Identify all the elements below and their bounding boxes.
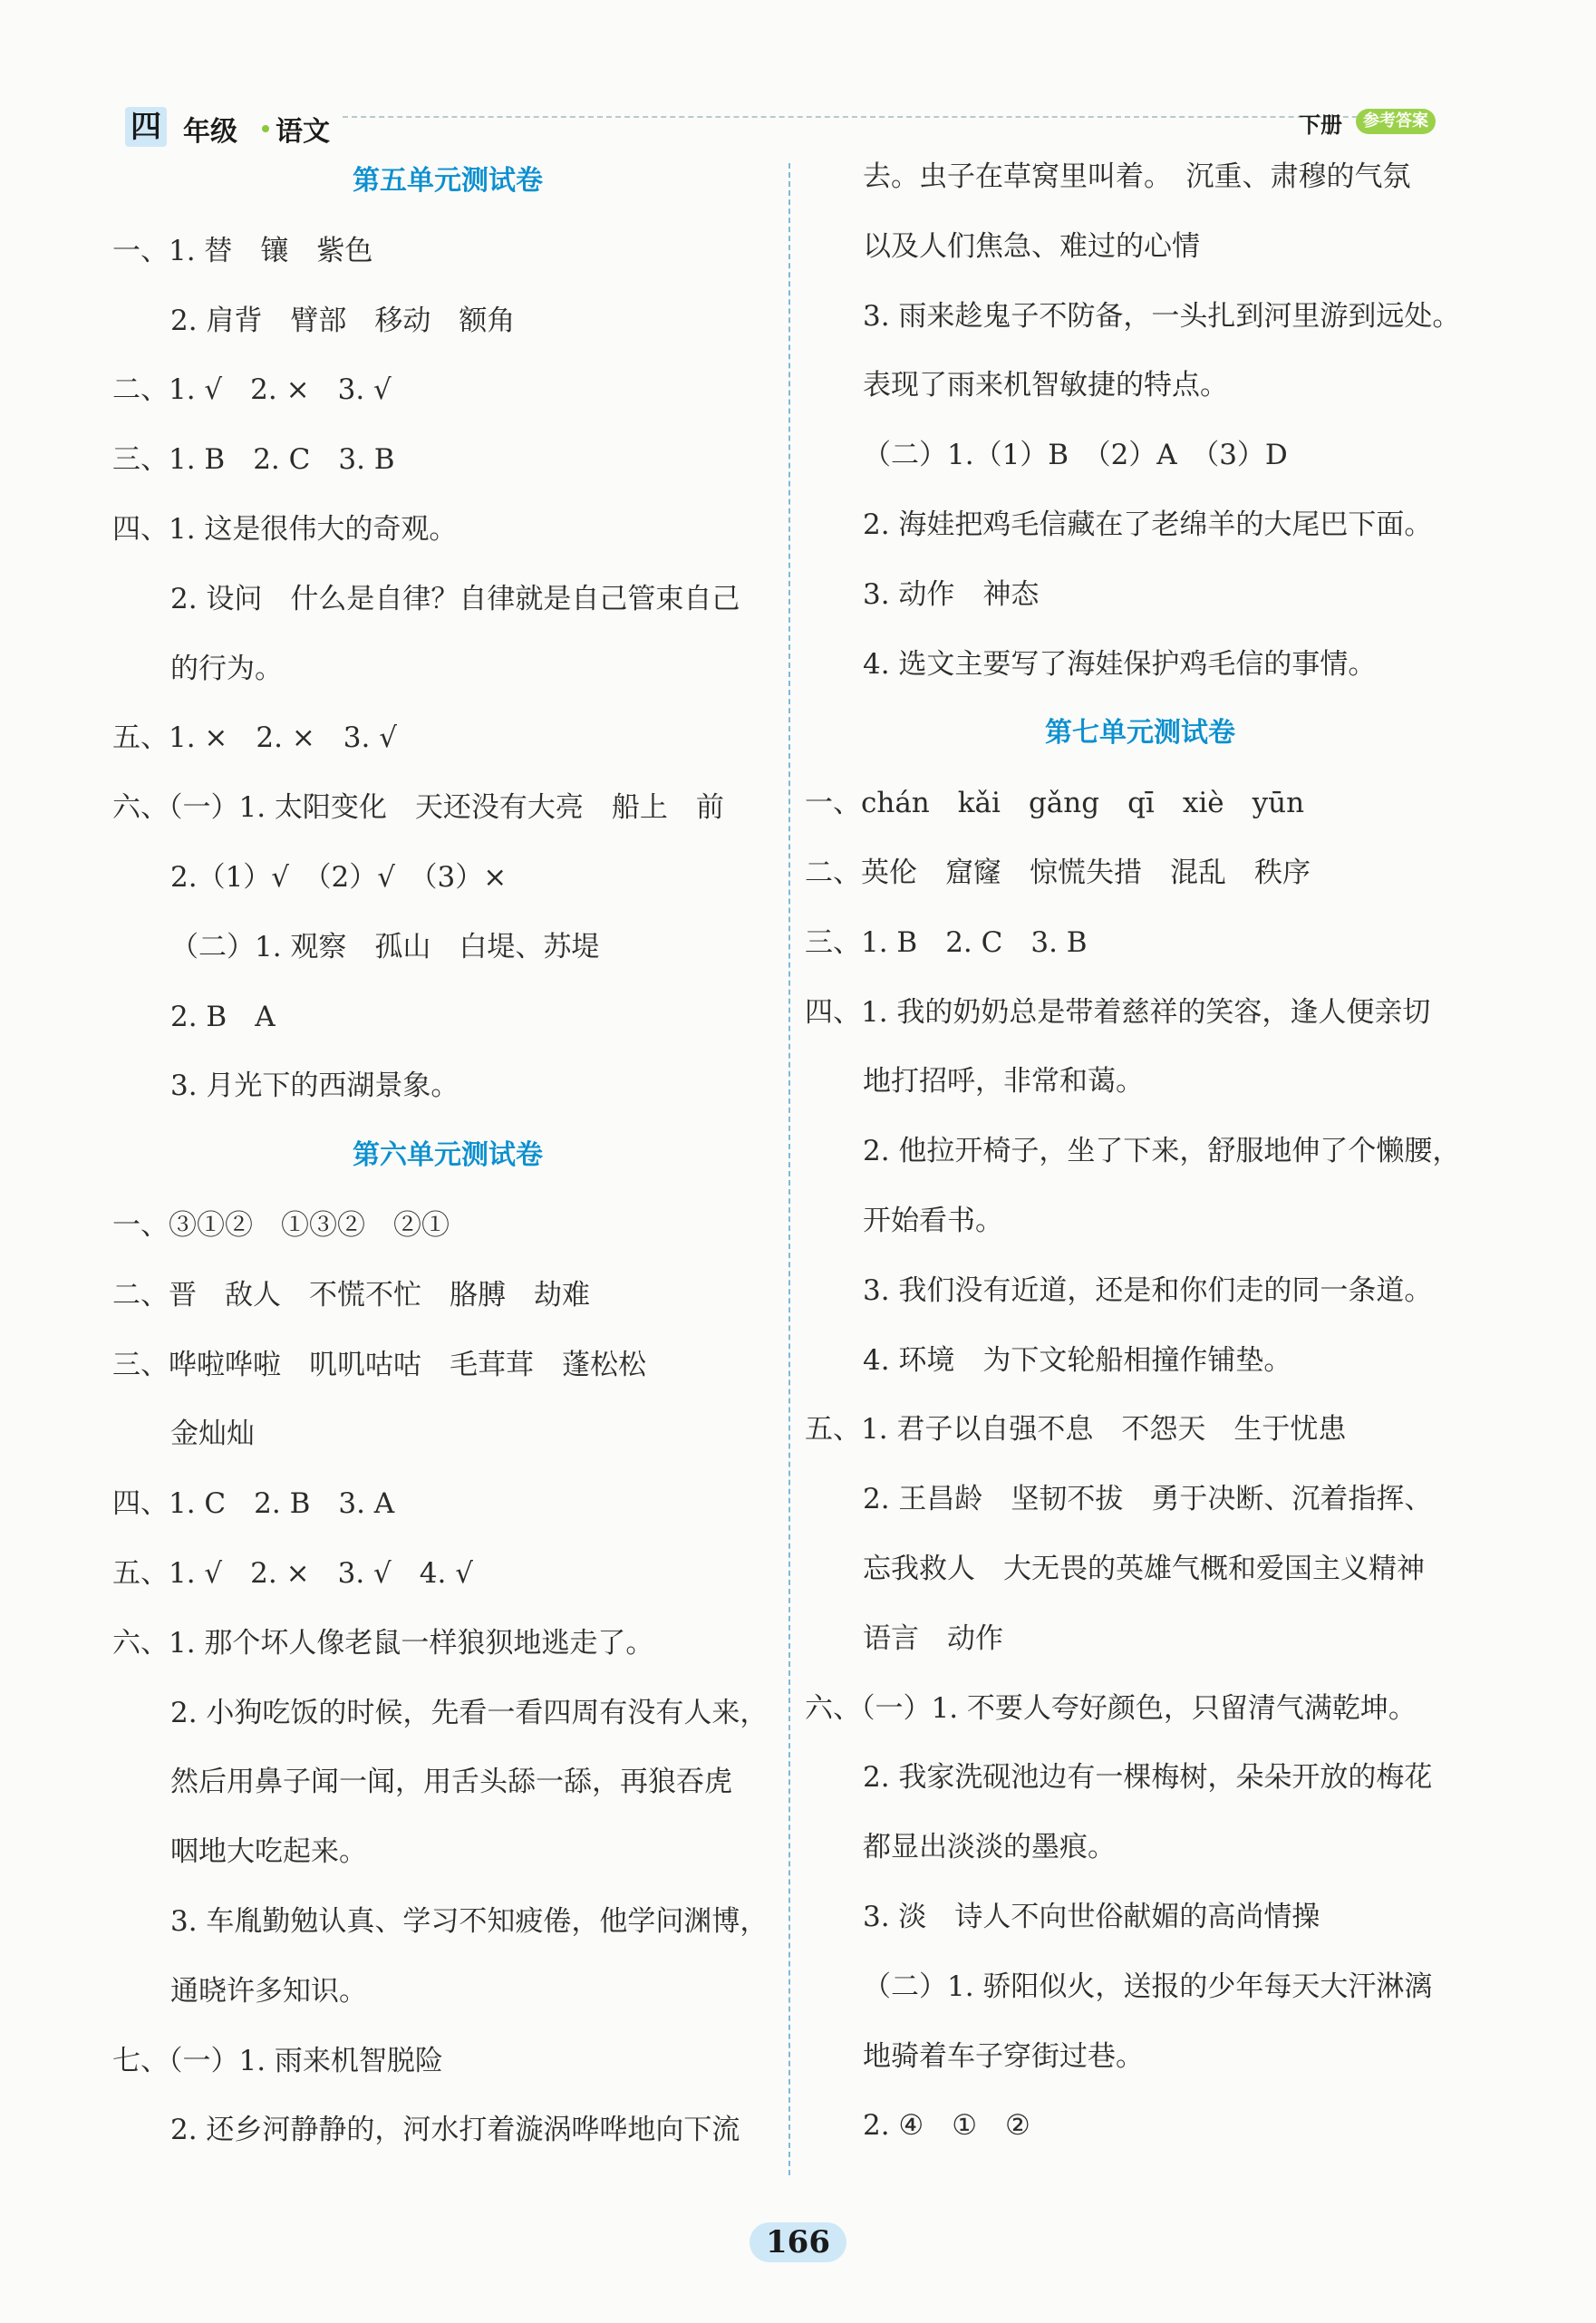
answer-line: 2. 海娃把鸡毛信藏在了老绵羊的大尾巴下面。: [863, 508, 1433, 541]
answer-line: 表现了雨来机智敏捷的特点。: [863, 369, 1228, 402]
answer-line: 的行为。: [170, 652, 283, 685]
answer-line: 一、1. 替 镶 紫色: [112, 234, 373, 267]
answer-line: 一、③①② ①③② ②①: [112, 1209, 450, 1242]
answer-line: 五、1. 君子以自强不息 不怨天 生于忧患: [805, 1413, 1347, 1447]
page-number-text: 166: [750, 2222, 846, 2262]
answer-line: 4. 环境 为下文轮船相撞作铺垫。: [863, 1343, 1292, 1377]
answer-line: 二、英伦 窟窿 惊慌失措 混乱 秩序: [805, 857, 1311, 889]
answer-line: 3. 车胤勤勉认真、学习不知疲倦，他学问渊博，: [170, 1905, 769, 1938]
answer-line: 二、1. √ 2. × 3. √: [112, 373, 392, 407]
answer-line: 2. 设问 什么是自律？自律就是自己管束自己: [170, 582, 740, 615]
answer-line: 以及人们焦急、难过的心情: [863, 229, 1200, 263]
answer-line: 3. 雨来趁鬼子不防备，一头扎到河里游到远处。: [863, 299, 1461, 333]
answer-line: 2. 王昌龄 坚韧不拔 勇于决断、沉着指挥、: [863, 1483, 1433, 1516]
answer-line: 2. 肩背 臂部 移动 额角: [170, 304, 516, 337]
answer-line: 2. B A: [170, 1000, 276, 1033]
answer-line: 五、1. √ 2. × 3. √ 4. √: [112, 1557, 473, 1590]
header-divider: [343, 116, 1394, 118]
answer-line: 2. 他拉开椅子，坐了下来，舒服地伸了个懒腰，: [863, 1135, 1461, 1168]
answer-line: 三、1. B 2. C 3. B: [805, 925, 1088, 959]
section-heading: 第六单元测试卷: [353, 1139, 543, 1172]
column-divider: [788, 163, 790, 2175]
answer-line: 四、1. 这是很伟大的奇观。: [112, 513, 458, 546]
answer-line: 忘我救人 大无畏的英雄气概和爱国主义精神: [863, 1553, 1425, 1585]
page-header: [125, 107, 1475, 152]
answer-line: 2. ④ ① ②: [863, 2109, 1030, 2143]
answer-line: 3. 淡 诗人不向世俗献媚的高尚情操: [863, 1901, 1320, 1933]
answer-line: 三、1. B 2. C 3. B: [112, 443, 395, 477]
answer-line: 地打招呼，非常和蔼。: [863, 1065, 1144, 1099]
answer-line: 2. 小狗吃饭的时候，先看一看四周有没有人来，: [170, 1696, 769, 1729]
answer-line: 六、（一）1. 不要人夸好颜色，只留清气满乾坤。: [805, 1691, 1417, 1725]
answer-line: 都显出淡淡的墨痕。: [863, 1831, 1116, 1864]
separator-dot-icon: [262, 125, 269, 132]
answer-line: 一、chán kǎi gǎng qī xiè yūn: [805, 787, 1305, 820]
answer-line: 二、晋 敌人 不慌不忙 胳膊 劫难: [112, 1278, 590, 1312]
answer-line: （二）1.（1）B （2）A （3）D: [863, 439, 1288, 472]
grade-badge: 四: [125, 107, 167, 147]
answer-line: 三、哗啦哗啦 叽叽咕咕 毛茸茸 蓬松松: [112, 1348, 646, 1381]
answer-line: 4. 选文主要写了海娃保护鸡毛信的事情。: [863, 647, 1377, 681]
subject-label: 语文: [276, 116, 330, 148]
answer-line: 2. 还乡河静静的，河水打着漩涡哗哗地向下流: [170, 2114, 740, 2147]
answer-line: 七、（一）1. 雨来机智脱险: [112, 2044, 443, 2077]
answer-line: （二）1. 骄阳似火，送报的少年每天大汗淋漓: [863, 1970, 1433, 2003]
answer-line: 通晓许多知识。: [170, 1974, 367, 2008]
answer-line: 四、1. C 2. B 3. A: [112, 1487, 395, 1521]
volume-label: 下册: [1299, 112, 1342, 138]
answer-line: 开始看书。: [863, 1205, 1003, 1237]
answer-key-badge: 参考答案: [1356, 109, 1436, 134]
answer-line: 六、（一）1. 太阳变化 天还没有大亮 船上 前: [112, 791, 724, 825]
grade-label: 年级: [183, 116, 237, 148]
answer-line: 3. 月光下的西湖景象。: [170, 1070, 459, 1103]
answer-line: 然后用鼻子闻一闻，用舌头舔一舔，再狼吞虎: [170, 1766, 732, 1799]
answer-line: 四、1. 我的奶奶总是带着慈祥的笑容，逢人便亲切: [805, 995, 1431, 1029]
answer-line: 五、1. × 2. × 3. √: [112, 721, 397, 755]
answer-line: 咽地大吃起来。: [170, 1835, 367, 1869]
answer-line: 地骑着车子穿街过巷。: [863, 2039, 1144, 2073]
answer-line: 3. 动作 神态: [863, 577, 1040, 611]
section-heading: 第七单元测试卷: [1045, 717, 1235, 750]
answer-line: 去。虫子在草窝里叫着。 沉重、肃穆的气氛: [863, 160, 1411, 193]
answer-line: 语言 动作: [863, 1621, 1003, 1655]
answer-line: 金灿灿: [170, 1418, 255, 1451]
answer-line: 2.（1）√ （2）√ （3）×: [170, 861, 508, 894]
page-number: [0, 2222, 1596, 2262]
answer-line: 2. 我家洗砚池边有一棵梅树，朵朵开放的梅花: [863, 1761, 1433, 1795]
answer-line: 六、1. 那个坏人像老鼠一样狼狈地逃走了。: [112, 1626, 654, 1660]
answer-line: （二）1. 观察 孤山 白堤、苏堤: [170, 930, 600, 963]
answer-line: 3. 我们没有近道，还是和你们走的同一条道。: [863, 1273, 1433, 1307]
section-heading: 第五单元测试卷: [353, 165, 543, 197]
